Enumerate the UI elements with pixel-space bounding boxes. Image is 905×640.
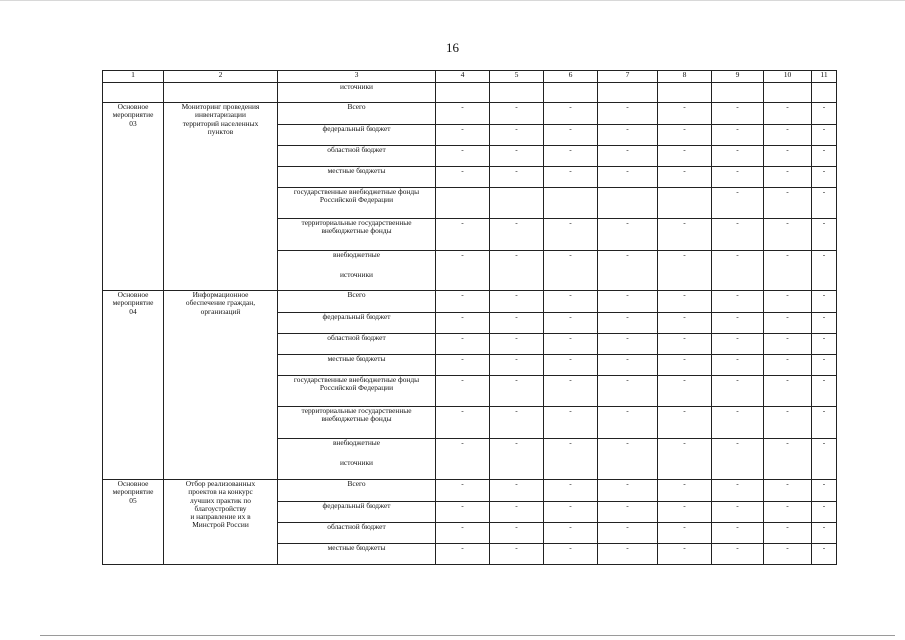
value-cell: - (544, 146, 598, 167)
column-header: 4 (436, 71, 490, 83)
value-cell: - (764, 167, 812, 188)
bottom-rule (40, 635, 895, 636)
value-cell: - (658, 125, 712, 146)
value-cell: - (490, 251, 544, 291)
column-header: 6 (544, 71, 598, 83)
source-cell (278, 125, 436, 146)
table-row (103, 291, 837, 313)
value-cell: - (436, 502, 490, 523)
value-cell: - (712, 188, 764, 219)
value-cell: - (544, 313, 598, 334)
value-cell: - (712, 167, 764, 188)
measure-description-cell (164, 480, 278, 565)
source-cell (278, 334, 436, 355)
top-rule (0, 0, 905, 1)
value-cell: - (764, 219, 812, 251)
value-cell: - (764, 544, 812, 565)
value-cell: - (544, 439, 598, 480)
value-cell: - (490, 334, 544, 355)
value-cell: - (764, 251, 812, 291)
cell-line: государственные внебюджетные фонды (293, 375, 420, 384)
value-cell: - (490, 502, 544, 523)
column-header: 3 (278, 71, 436, 83)
column-header: 2 (164, 71, 278, 83)
cell-line: федеральный бюджет (322, 501, 391, 510)
value-cell: - (658, 480, 712, 502)
value-cell: - (544, 502, 598, 523)
value-cell: - (658, 502, 712, 523)
cell-line: 03 (129, 118, 137, 128)
value-cell: - (544, 376, 598, 407)
empty-cell (490, 83, 544, 103)
value-cell (490, 188, 544, 219)
value-cell: - (544, 480, 598, 502)
cell-line: обеспечение граждан, (185, 298, 256, 308)
value-cell: - (490, 544, 544, 565)
budget-table (102, 70, 837, 565)
value-cell: - (812, 376, 837, 407)
empty-cell (103, 83, 164, 103)
value-cell: - (544, 167, 598, 188)
empty-cell (544, 83, 598, 103)
value-cell: - (436, 480, 490, 502)
column-header: 1 (103, 71, 164, 83)
cell-line: областной бюджет (327, 145, 386, 154)
source-cell (278, 291, 436, 313)
page-number: 16 (446, 40, 459, 55)
cell-line: Основное (117, 290, 149, 299)
value-cell: - (812, 146, 837, 167)
column-header: 7 (598, 71, 658, 83)
value-cell: - (764, 146, 812, 167)
table-row (103, 103, 837, 125)
value-cell: - (658, 439, 712, 480)
column-header: 9 (712, 71, 764, 83)
column-header: 10 (764, 71, 812, 83)
cell-line: лучших практик по (190, 495, 251, 505)
value-cell: - (712, 251, 764, 291)
source-cell (278, 544, 436, 565)
value-cell: - (658, 407, 712, 439)
value-cell: - (712, 523, 764, 544)
value-cell: - (812, 334, 837, 355)
value-cell: - (490, 523, 544, 544)
value-cell: - (658, 219, 712, 251)
cell-line: Российской Федерации (319, 383, 394, 393)
cell-line: Всего (347, 290, 366, 299)
cell-line: внебюджетные (332, 250, 381, 259)
cell-line: мероприятие (112, 110, 154, 120)
cell-line: Отбор реализованных (185, 479, 256, 488)
cell-line: внебюджетные (332, 438, 381, 447)
value-cell: - (812, 407, 837, 439)
value-cell: - (598, 313, 658, 334)
value-cell: - (436, 291, 490, 313)
value-cell: - (436, 407, 490, 439)
cell-line: Российской Федерации (319, 195, 394, 205)
cell-line: территориальные государственные (301, 406, 412, 415)
value-cell: - (658, 334, 712, 355)
empty-cell (164, 83, 278, 103)
value-cell: - (712, 334, 764, 355)
value-cell: - (544, 355, 598, 376)
value-cell: - (812, 502, 837, 523)
cell-line: Всего (347, 102, 366, 111)
empty-cell (436, 83, 490, 103)
value-cell: - (490, 376, 544, 407)
value-cell: - (812, 313, 837, 334)
value-cell: - (544, 291, 598, 313)
value-cell: - (658, 167, 712, 188)
cell-line: местные бюджеты (327, 543, 386, 552)
value-cell: - (436, 376, 490, 407)
table-row (103, 83, 837, 103)
value-cell: - (658, 313, 712, 334)
value-cell: - (598, 334, 658, 355)
value-cell: - (658, 251, 712, 291)
cell-line: организаций (200, 306, 241, 316)
source-cell (278, 188, 436, 219)
value-cell: - (598, 146, 658, 167)
value-cell: - (764, 355, 812, 376)
value-cell: - (598, 544, 658, 565)
cell-line: территориальные государственные (301, 218, 412, 227)
value-cell: - (436, 313, 490, 334)
source-cell (278, 523, 436, 544)
value-cell: - (544, 103, 598, 125)
value-cell: - (764, 480, 812, 502)
source-cell (278, 480, 436, 502)
value-cell: - (658, 376, 712, 407)
source-cell (278, 167, 436, 188)
cell-line: областной бюджет (327, 522, 386, 531)
value-cell: - (598, 376, 658, 407)
source-cell (278, 146, 436, 167)
value-cell: - (712, 544, 764, 565)
value-cell: - (712, 480, 764, 502)
value-cell: - (658, 544, 712, 565)
source-cell (278, 313, 436, 334)
cell-line: мероприятие (112, 487, 154, 497)
cell-line: инвентаризации (195, 110, 246, 120)
cell-line: Мониторинг проведения (181, 102, 260, 111)
cell-line: Минстрой России (192, 520, 249, 530)
cell-line: местные бюджеты (327, 354, 386, 363)
value-cell: - (658, 103, 712, 125)
value-cell: - (598, 439, 658, 480)
value-cell: - (436, 355, 490, 376)
measure-code-cell (103, 480, 164, 565)
measure-code-cell (103, 291, 164, 480)
value-cell: - (812, 523, 837, 544)
cell-line: источники (339, 458, 374, 468)
value-cell: - (712, 219, 764, 251)
value-cell: - (544, 334, 598, 355)
source-cell (278, 251, 436, 291)
value-cell: - (812, 439, 837, 480)
cell-line: Основное (117, 102, 149, 111)
empty-cell (764, 83, 812, 103)
value-cell: - (436, 544, 490, 565)
source-cell (278, 407, 436, 439)
value-cell: - (544, 544, 598, 565)
value-cell: - (436, 251, 490, 291)
value-cell (436, 188, 490, 219)
cell-line: внебюджетные фонды (321, 226, 392, 236)
cell-line: 04 (129, 306, 137, 316)
value-cell: - (764, 188, 812, 219)
value-cell: - (712, 103, 764, 125)
value-cell: - (436, 125, 490, 146)
value-cell: - (490, 167, 544, 188)
value-cell: - (712, 355, 764, 376)
measure-description-cell (164, 291, 278, 480)
value-cell: - (658, 291, 712, 313)
value-cell: - (712, 502, 764, 523)
value-cell: - (436, 439, 490, 480)
value-cell: - (436, 103, 490, 125)
value-cell: - (812, 544, 837, 565)
source-cell (278, 502, 436, 523)
value-cell: - (712, 291, 764, 313)
value-cell: - (598, 523, 658, 544)
value-cell: - (490, 103, 544, 125)
value-cell: - (764, 291, 812, 313)
cell-line: источники (339, 270, 374, 280)
value-cell: - (436, 219, 490, 251)
cell-line: пунктов (207, 126, 234, 136)
cell-line: Информационное (192, 290, 249, 299)
value-cell: - (436, 334, 490, 355)
value-cell: - (598, 103, 658, 125)
value-cell: - (490, 146, 544, 167)
cell-line: федеральный бюджет (322, 124, 391, 133)
value-cell: - (544, 407, 598, 439)
source-cell: источники (278, 83, 436, 103)
value-cell: - (812, 103, 837, 125)
value-cell: - (712, 407, 764, 439)
cell-line: местные бюджеты (327, 166, 386, 175)
value-cell: - (764, 523, 812, 544)
value-cell: - (490, 313, 544, 334)
value-cell: - (598, 219, 658, 251)
column-header: 11 (812, 71, 837, 83)
measure-code-cell (103, 103, 164, 291)
value-cell: - (764, 407, 812, 439)
cell-line: проектов на конкурс (188, 487, 253, 497)
cell-line: территорий населенных (182, 118, 259, 128)
value-cell: - (490, 219, 544, 251)
empty-cell (658, 83, 712, 103)
value-cell: - (598, 167, 658, 188)
value-cell: - (598, 480, 658, 502)
value-cell: - (658, 355, 712, 376)
empty-cell (812, 83, 837, 103)
source-cell (278, 376, 436, 407)
value-cell: - (764, 502, 812, 523)
source-cell (278, 439, 436, 480)
value-cell: - (490, 291, 544, 313)
value-cell: - (712, 376, 764, 407)
value-cell: - (764, 313, 812, 334)
measure-description-cell (164, 103, 278, 291)
value-cell: - (436, 523, 490, 544)
cell-line: 05 (129, 495, 137, 505)
value-cell: - (812, 219, 837, 251)
value-cell: - (598, 251, 658, 291)
table-body (103, 71, 837, 565)
cell-line: Основное (117, 479, 149, 488)
header-row (103, 71, 837, 83)
value-cell: - (764, 103, 812, 125)
value-cell: - (812, 125, 837, 146)
value-cell: - (544, 251, 598, 291)
table-row (103, 480, 837, 502)
value-cell: - (490, 480, 544, 502)
value-cell: - (812, 480, 837, 502)
value-cell: - (544, 219, 598, 251)
value-cell: - (812, 188, 837, 219)
value-cell (658, 188, 712, 219)
cell-line: областной бюджет (327, 333, 386, 342)
cell-line: мероприятие (112, 298, 154, 308)
empty-cell (712, 83, 764, 103)
cell-line: благоустройству (194, 503, 247, 513)
cell-line: федеральный бюджет (322, 312, 391, 321)
value-cell: - (712, 146, 764, 167)
value-cell: - (712, 125, 764, 146)
value-cell: - (598, 125, 658, 146)
value-cell: - (598, 291, 658, 313)
value-cell: - (598, 407, 658, 439)
cell-line: государственные внебюджетные фонды (293, 187, 420, 196)
cell-line: внебюджетные фонды (321, 414, 392, 424)
value-cell: - (598, 502, 658, 523)
value-cell (544, 188, 598, 219)
value-cell: - (436, 146, 490, 167)
value-cell: - (490, 439, 544, 480)
value-cell: - (812, 167, 837, 188)
value-cell (598, 188, 658, 219)
value-cell: - (658, 146, 712, 167)
value-cell: - (812, 251, 837, 291)
column-header: 5 (490, 71, 544, 83)
cell-line: и направление их в (190, 512, 251, 522)
value-cell: - (544, 125, 598, 146)
value-cell: - (764, 376, 812, 407)
value-cell: - (764, 125, 812, 146)
value-cell: - (712, 313, 764, 334)
value-cell: - (764, 439, 812, 480)
source-cell (278, 103, 436, 125)
value-cell: - (436, 167, 490, 188)
value-cell: - (812, 291, 837, 313)
value-cell: - (490, 355, 544, 376)
cell-line: Всего (347, 479, 366, 488)
value-cell: - (658, 523, 712, 544)
value-cell: - (598, 355, 658, 376)
value-cell: - (490, 407, 544, 439)
source-cell (278, 219, 436, 251)
value-cell: - (812, 355, 837, 376)
value-cell: - (712, 439, 764, 480)
column-header: 8 (658, 71, 712, 83)
value-cell: - (764, 334, 812, 355)
empty-cell (598, 83, 658, 103)
value-cell: - (490, 125, 544, 146)
value-cell: - (544, 523, 598, 544)
source-cell (278, 355, 436, 376)
